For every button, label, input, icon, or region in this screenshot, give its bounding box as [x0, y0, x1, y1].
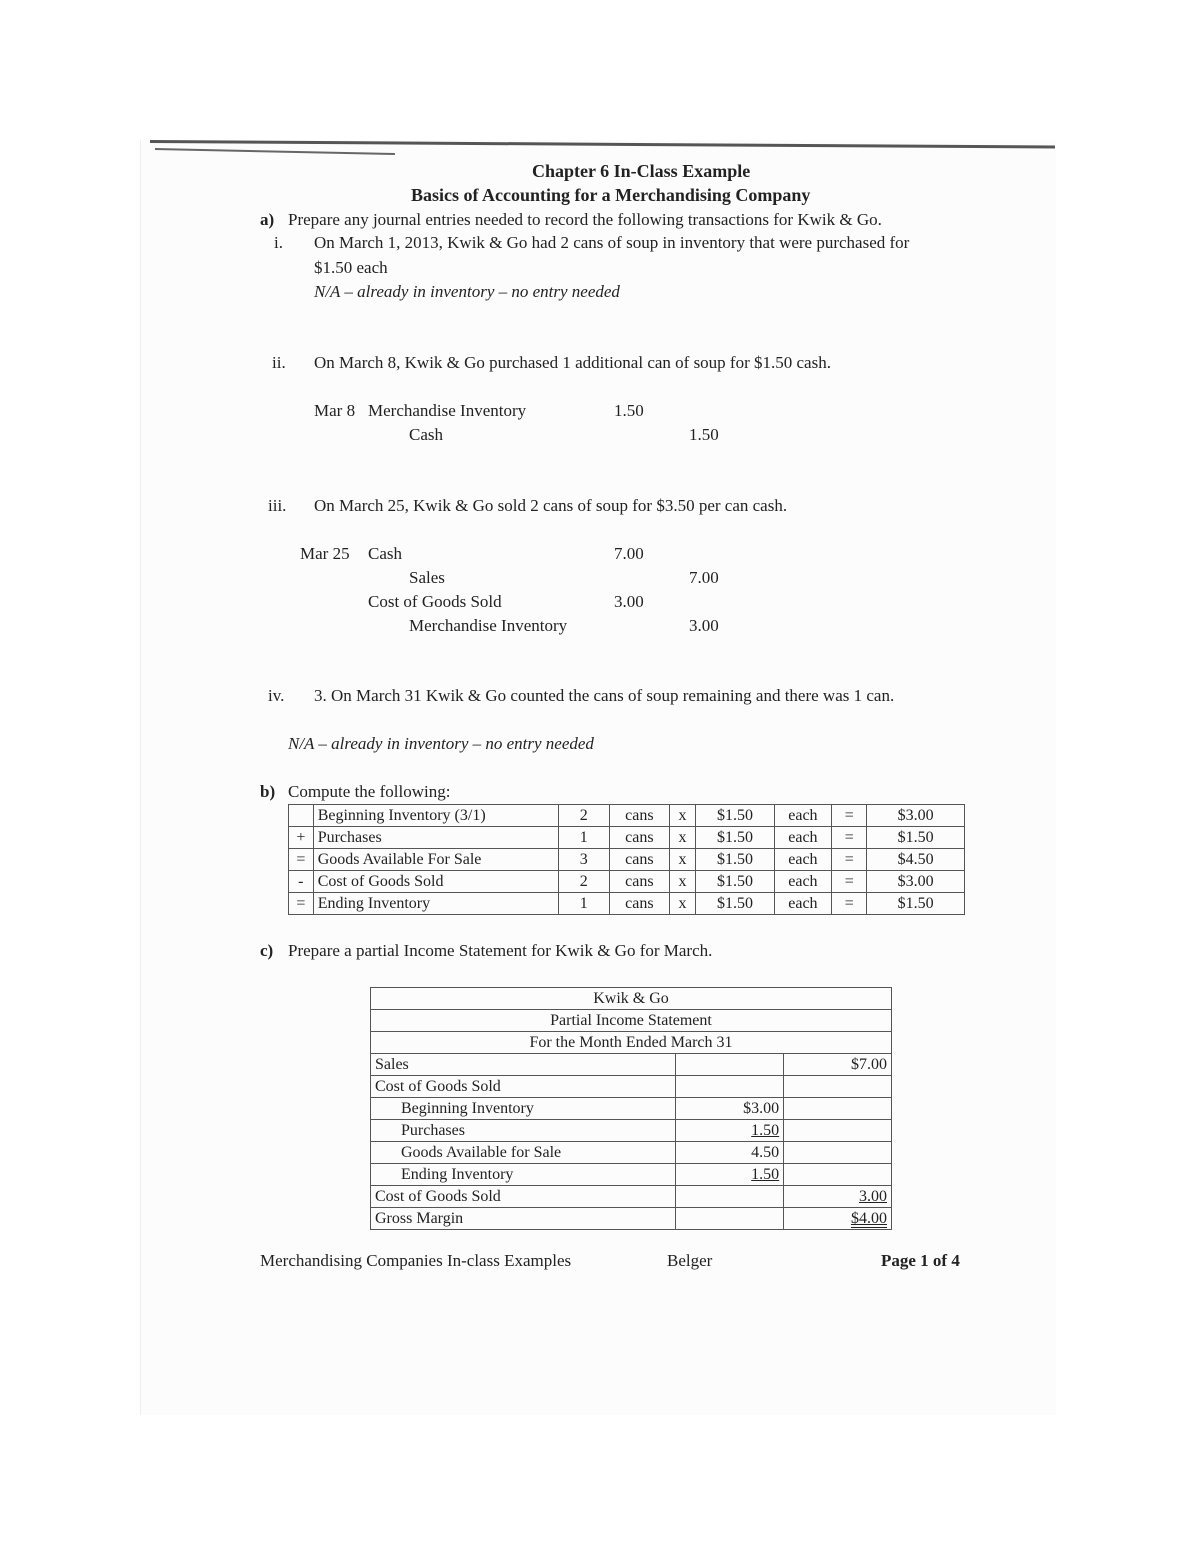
- qty-cell: 2: [558, 871, 609, 893]
- table-row: [371, 1186, 892, 1208]
- item-cell: Cost of Goods Sold: [313, 871, 558, 893]
- operator-cell: [289, 805, 314, 827]
- times-cell: x: [669, 893, 696, 915]
- amount-value: 1.50: [751, 1166, 780, 1183]
- amount-value: $4.00: [851, 1210, 887, 1227]
- equals-cell: =: [832, 893, 867, 915]
- line-label: Gross Margin: [371, 1208, 676, 1230]
- footer-left: Merchandising Companies In-class Examples: [260, 1251, 572, 1270]
- item-iii-number: iii.: [268, 496, 287, 515]
- amount-cell: [676, 1054, 784, 1076]
- operator-cell: -: [289, 871, 314, 893]
- statement-name: Partial Income Statement: [371, 1010, 892, 1032]
- total-cell: $1.50: [867, 827, 965, 849]
- unit-cell: cans: [610, 849, 670, 871]
- operator-cell: +: [289, 827, 314, 849]
- operator-cell: =: [289, 849, 314, 871]
- each-cell: each: [774, 893, 832, 915]
- journal-account: Merchandise Inventory: [409, 616, 568, 635]
- amount-cell: [784, 1120, 892, 1142]
- total-cell: $4.50: [867, 849, 965, 871]
- item-cell: Purchases: [313, 827, 558, 849]
- journal-account: Cost of Goods Sold: [368, 592, 502, 611]
- times-cell: x: [669, 871, 696, 893]
- part-a-instruction: Prepare any journal entries needed to record the following transactions for Kwik & Go.: [288, 210, 882, 229]
- journal-credit: 3.00: [689, 616, 719, 635]
- item-iv-note: N/A – already in inventory – no entry needed: [288, 734, 594, 753]
- price-cell: $1.50: [696, 827, 774, 849]
- price-cell: $1.50: [696, 871, 774, 893]
- unit-cell: cans: [610, 893, 670, 915]
- qty-cell: 1: [558, 827, 609, 849]
- table-row: [289, 849, 965, 871]
- equals-cell: =: [832, 849, 867, 871]
- unit-cell: cans: [610, 805, 670, 827]
- amount-cell: [676, 1076, 784, 1098]
- line-label: Goods Available for Sale: [371, 1142, 676, 1164]
- table-row: [371, 1164, 892, 1186]
- table-row: [371, 1120, 892, 1142]
- line-label: Sales: [371, 1054, 676, 1076]
- statement-period: For the Month Ended March 31: [371, 1032, 892, 1054]
- journal-account: Cash: [409, 425, 443, 444]
- item-ii-number: ii.: [272, 353, 286, 372]
- amount-cell: [676, 1120, 784, 1142]
- amount-cell: [676, 1186, 784, 1208]
- times-cell: x: [669, 849, 696, 871]
- amount-cell: [676, 1208, 784, 1230]
- page-title: Chapter 6 In-Class Example: [532, 161, 751, 181]
- journal-date: Mar 8: [314, 401, 356, 420]
- price-cell: $1.50: [696, 893, 774, 915]
- amount-cell: [784, 1142, 892, 1164]
- page-subtitle: Basics of Accounting for a Merchandising Company: [411, 185, 811, 205]
- statement-heading-row: [371, 988, 892, 1010]
- table-row: [289, 871, 965, 893]
- item-iv-text: 3. On March 31 Kwik & Go counted the cans of soup remaining and there was 1 can.: [314, 686, 895, 705]
- qty-cell: 1: [558, 893, 609, 915]
- each-cell: each: [774, 871, 832, 893]
- equals-cell: =: [832, 805, 867, 827]
- footer-center: Belger: [667, 1251, 713, 1270]
- each-cell: each: [774, 805, 832, 827]
- times-cell: x: [669, 805, 696, 827]
- item-cell: Goods Available For Sale: [313, 849, 558, 871]
- part-c-label: c): [260, 941, 274, 960]
- amount-cell: [784, 1076, 892, 1098]
- price-cell: $1.50: [696, 805, 774, 827]
- total-cell: $3.00: [867, 871, 965, 893]
- income-statement-table: [370, 987, 892, 1230]
- line-label: Ending Inventory: [371, 1164, 676, 1186]
- amount-value: 1.50: [751, 1122, 780, 1139]
- item-i-number: i.: [274, 233, 283, 252]
- table-row: [289, 827, 965, 849]
- price-cell: $1.50: [696, 849, 774, 871]
- journal-debit: 1.50: [614, 401, 644, 420]
- equals-cell: =: [832, 871, 867, 893]
- journal-debit: 7.00: [614, 544, 644, 563]
- item-i-note: N/A – already in inventory – no entry needed: [314, 282, 620, 301]
- unit-cell: cans: [610, 827, 670, 849]
- item-iv-number: iv.: [268, 686, 285, 705]
- amount-cell: [784, 1164, 892, 1186]
- table-row: [289, 805, 965, 827]
- journal-debit: 3.00: [614, 592, 644, 611]
- table-row: [371, 1142, 892, 1164]
- journal-date: Mar 25: [300, 544, 350, 563]
- table-row: [371, 1208, 892, 1230]
- statement-company: Kwik & Go: [371, 988, 892, 1010]
- qty-cell: 3: [558, 849, 609, 871]
- table-row: [371, 1076, 892, 1098]
- amount-cell: 4.50: [676, 1142, 784, 1164]
- journal-credit: 7.00: [689, 568, 719, 587]
- inventory-computation-table: [288, 804, 965, 915]
- item-iii-text: On March 25, Kwik & Go sold 2 cans of soup for $3.50 per can cash.: [314, 496, 788, 515]
- statement-heading-row: [371, 1010, 892, 1032]
- each-cell: each: [774, 827, 832, 849]
- part-c-instruction: Prepare a partial Income Statement for Kwik & Go for March.: [288, 941, 713, 960]
- table-row: [371, 1098, 892, 1120]
- item-cell: Ending Inventory: [313, 893, 558, 915]
- amount-value: 3.00: [859, 1188, 887, 1205]
- journal-account: Cash: [368, 544, 402, 563]
- line-label: Beginning Inventory: [371, 1098, 676, 1120]
- line-label: Cost of Goods Sold: [371, 1076, 676, 1098]
- statement-heading-row: [371, 1032, 892, 1054]
- each-cell: each: [774, 849, 832, 871]
- amount-cell: $3.00: [676, 1098, 784, 1120]
- item-cell: Beginning Inventory (3/1): [313, 805, 558, 827]
- equals-cell: =: [832, 827, 867, 849]
- part-b-instruction: Compute the following:: [288, 782, 451, 801]
- journal-account: Merchandise Inventory: [368, 401, 527, 420]
- part-a-label: a): [260, 210, 275, 229]
- item-i-text-cont: $1.50 each: [314, 258, 388, 277]
- journal-account: Sales: [409, 568, 445, 587]
- table-row: [371, 1054, 892, 1076]
- amount-cell: [676, 1164, 784, 1186]
- total-cell: $1.50: [867, 893, 965, 915]
- line-label: Cost of Goods Sold: [371, 1186, 676, 1208]
- journal-credit: 1.50: [689, 425, 719, 444]
- part-b-label: b): [260, 782, 276, 801]
- item-i-text: On March 1, 2013, Kwik & Go had 2 cans of soup in inventory that were purchased for: [314, 233, 910, 252]
- operator-cell: =: [289, 893, 314, 915]
- amount-cell: [784, 1186, 892, 1208]
- total-cell: $3.00: [867, 805, 965, 827]
- unit-cell: cans: [610, 871, 670, 893]
- table-row: [289, 893, 965, 915]
- times-cell: x: [669, 827, 696, 849]
- qty-cell: 2: [558, 805, 609, 827]
- line-label: Purchases: [371, 1120, 676, 1142]
- amount-cell: $7.00: [784, 1054, 892, 1076]
- footer-page-number: Page 1 of 4: [881, 1251, 960, 1270]
- item-ii-text: On March 8, Kwik & Go purchased 1 additional can of soup for $1.50 cash.: [314, 353, 831, 372]
- amount-cell: [784, 1098, 892, 1120]
- amount-cell: [784, 1208, 892, 1230]
